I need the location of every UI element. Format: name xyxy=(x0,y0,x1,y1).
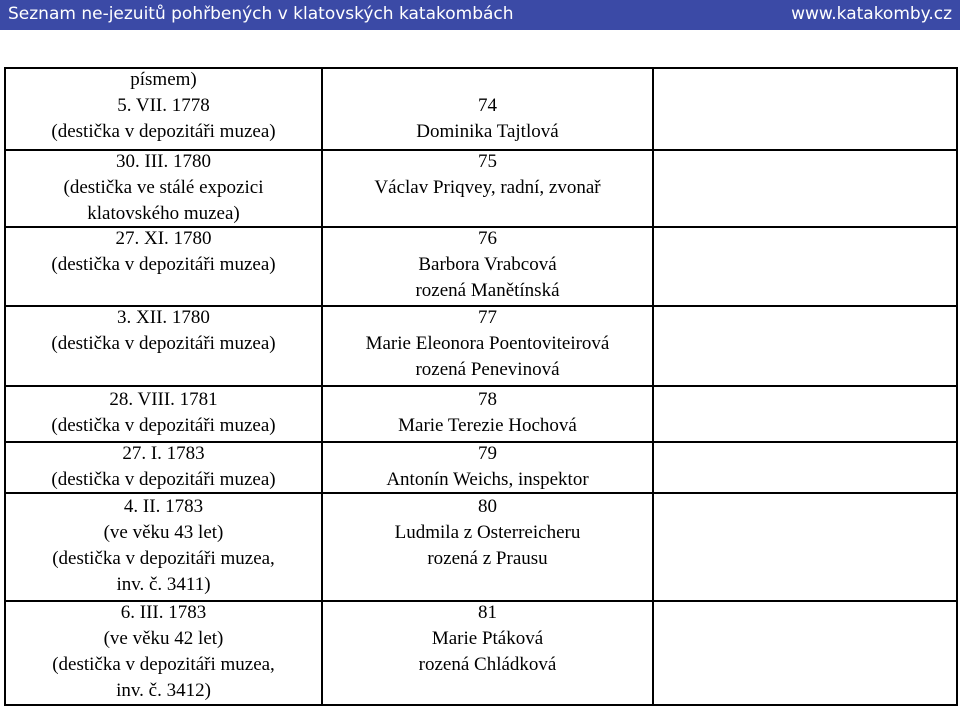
table-cell-date: 6. III. 1783 (ve věku 42 let) (destička v depozitáři muzea, inv. č. 3412) xyxy=(52,602,275,701)
table-cell-name: 80 Ludmila z Osterreicheru rozená z Prausu xyxy=(394,496,581,569)
table-cell-date: 4. II. 1783 (ve věku 43 let) (destička v depozitáři muzea, inv. č. 3411) xyxy=(52,496,275,595)
table-cell-name: 78 Marie Terezie Hochová xyxy=(398,389,577,436)
document-title: Seznam ne-jezuitů pohřbených v klatovských katakombách xyxy=(8,4,514,24)
table-cell-name: 81 Marie Ptáková rozená Chládková xyxy=(418,602,557,675)
table-cell-name: 76 Barbora Vrabcová rozená Manětínská xyxy=(415,228,560,301)
table-cell-date: 27. I. 1783 (destička v depozitáři muzea) xyxy=(51,443,276,490)
table-cell-date: 3. XII. 1780 (destička v depozitáři muzea) xyxy=(51,307,276,354)
table-cell-name: 77 Marie Eleonora Poentoviteirová rozená Penevinová xyxy=(365,307,610,380)
table-cell-date: 30. III. 1780 (destička ve stálé expozici klatovského muzea) xyxy=(63,151,264,224)
site-url: www.katakomby.cz xyxy=(791,4,952,24)
table-cell-name: 74 Dominika Tajtlová xyxy=(416,95,559,142)
table-cell-name: 79 Antonín Weichs, inspektor xyxy=(386,443,589,490)
table-cell-date: 28. VIII. 1781 (destička v depozitáři muzea) xyxy=(51,389,276,436)
table-cell-date: písmem) 5. VII. 1778 (destička v depozitáři muzea) xyxy=(51,69,276,142)
table-cell-date: 27. XI. 1780 (destička v depozitáři muzea) xyxy=(51,228,276,275)
table-cell-name: 75 Václav Priqvey, radní, zvonař xyxy=(374,151,601,198)
